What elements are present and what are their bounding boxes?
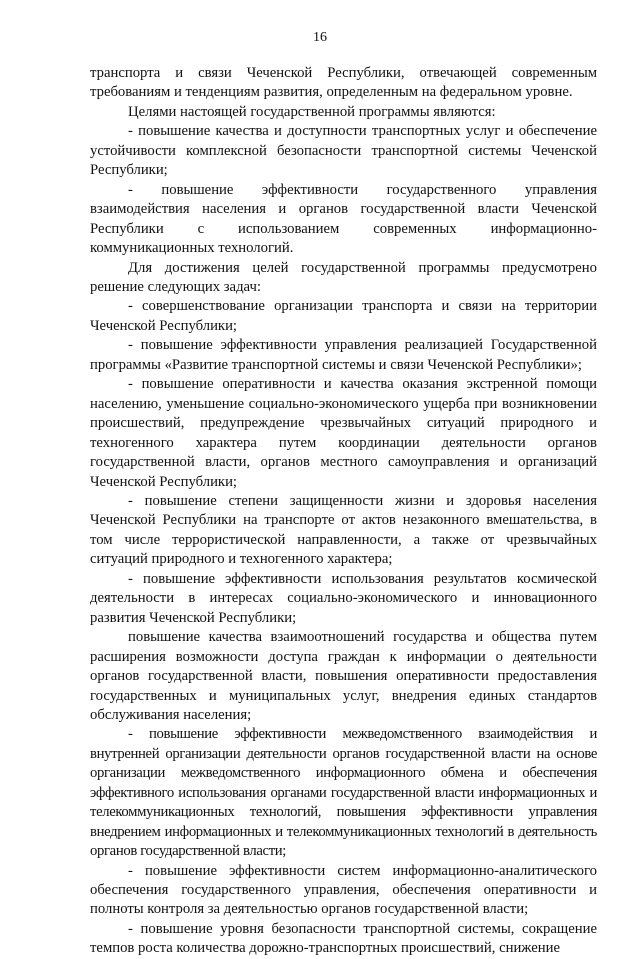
paragraph: транспорта и связи Чеченской Республики, отвечающей современным требованиям и тенденциям развития, определенным на федеральном уровне.	[90, 65, 597, 101]
paragraph: Для достижения целей государственной программы предусмотрено решение следующих задач:	[90, 259, 597, 295]
paragraph: - повышение эффективности использования результатов космической деятельности в интересах социально-экономического и инновационного развития Чеченской Республики;	[90, 570, 597, 626]
paragraph: повышение качества взаимоотношений государства и общества путем расширения возможности доступа граждан к информации о деятельности органов государственной власти, повышения оперативности предоставления государственных и муниципальных услуг, внедрения единых стандартов обслуживания населения;	[90, 629, 597, 723]
paragraph: - повышение качества и доступности транспортных услуг и обеспечение устойчивости комплексной безопасности транспортной системы Чеченской Республики;	[90, 123, 597, 179]
paragraph: - повышение эффективности межведомственного взаимодействия и внутренней организации деятельности органов государственной власти на основе организации межведомственного информационного обмена и обеспечения эффективного использования органами государственной власти информационных и телекоммуникационных технологий, повышения эффективности управления внедрением информационных и телекоммуникационных технологий в деятельность органов государственной власти;	[90, 726, 597, 860]
paragraph: - совершенствование организации транспорта и связи на территории Чеченской Республики;	[90, 298, 597, 334]
paragraph: - повышение эффективности государственного управления взаимодействия населения и органов государственной власти Чеченской Республики с использованием современных информационно-коммуникационных технологий.	[90, 181, 597, 257]
paragraph: - повышение эффективности систем информационно-аналитического обеспечения государственного управления, обеспечения оперативности и полноты контроля за деятельностью органов государственной власти;	[90, 862, 597, 918]
page-number: 16	[313, 30, 327, 45]
paragraph: - повышение степени защищенности жизни и здоровья населения Чеченской Республики на транспорте от актов незаконного вмешательства, в том числе террористической направленности, а также от чрезвычайных ситуаций природного и техногенного характера;	[90, 492, 597, 568]
paragraph: Целями настоящей государственной программы являются:	[128, 103, 496, 120]
paragraph: - повышение оперативности и качества оказания экстренной помощи населению, уменьшение социально-экономического ущерба при возникновении происшествий, предупреждение чрезвычайных ситуаций природного и техногенного характера путем координации деятельности органов государственной власти, органов местного самоуправления и организаций Чеченской Республики;	[90, 376, 597, 490]
document-body	[90, 64, 597, 959]
paragraph: - повышение эффективности управления реализацией Государственной программы «Развитие транспортной системы и связи Чеченской Республики»;	[90, 337, 597, 373]
paragraph: - повышение уровня безопасности транспортной системы, сокращение темпов роста количества дорожно-транспортных происшествий, снижение	[90, 920, 597, 957]
